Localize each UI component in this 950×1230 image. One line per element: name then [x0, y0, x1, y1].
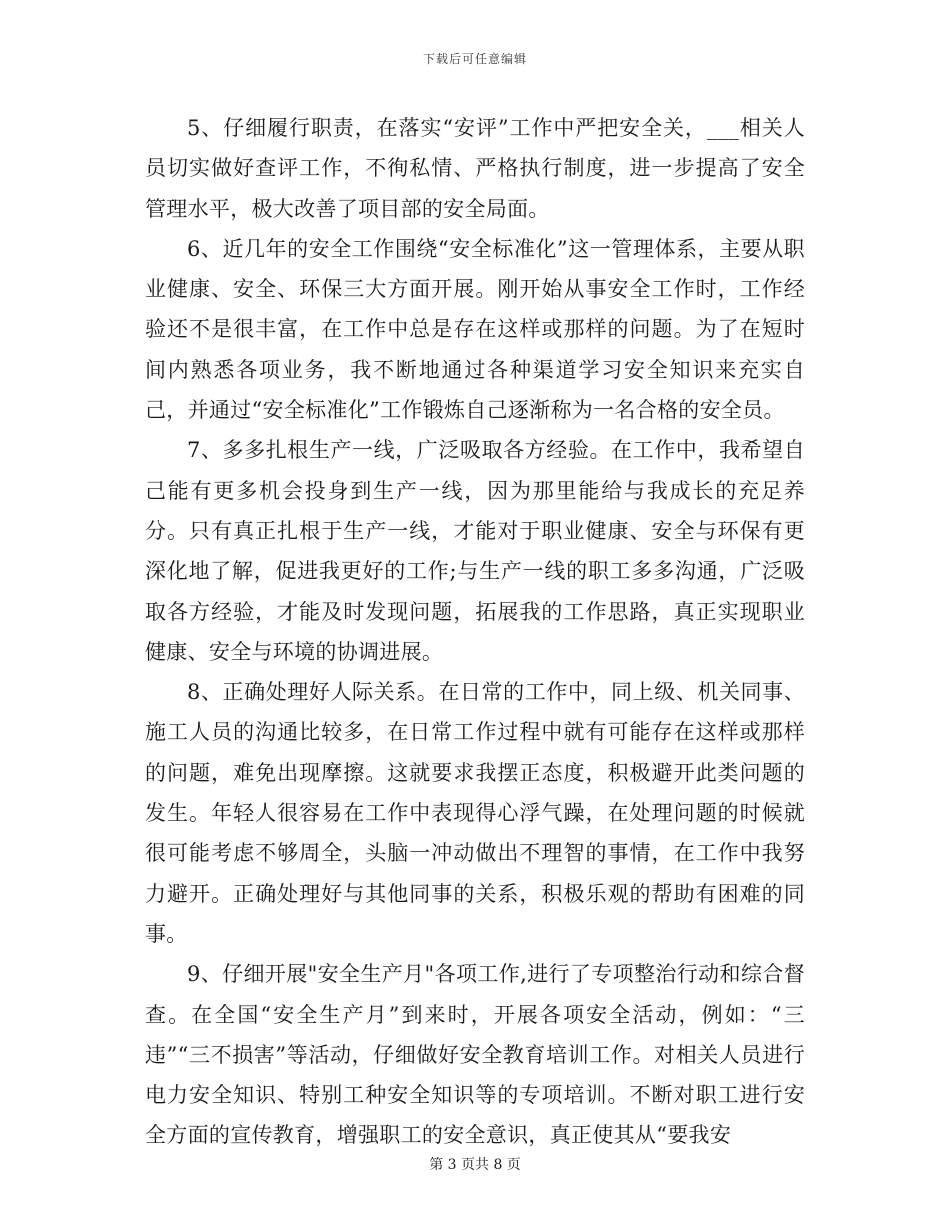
page-header: 下载后可任意编辑 [422, 52, 527, 66]
document-body [145, 108, 805, 1156]
paragraph-item-7: 7、多多扎根生产一线，广泛吸取各方经验。在工作中，我希望自己能有更多机会投身到生产一线，因为那里能给与我成长的充足养分。只有真正扎根于生产一线，才能对于职业健康、安全与环保有更深化地了解，促进我更好的工作;与生产一线的职工多多沟通，广泛吸取各方经验，才能及时发现问题，拓展我的工作思路，真正实现职业健康、安全与环境的协调进展。 [145, 438, 805, 664]
paragraph-item-9: 9、仔细开展"安全生产月"各项工作,进行了专项整治行动和综合督查。在全国“安全生产月”到来时，开展各项安全活动，例如：“三违”“三不损害”等活动，仔细做好安全教育培训工作。对相关人员进行电力安全知识、特别工种安全知识等的专项培训。不断对职工进行安全方面的宣传教育，增强职工的安全意识，真正使其从“要我安 [145, 962, 805, 1148]
page-number-footer: 第 3 页共 8 页 [429, 1157, 521, 1173]
paragraph-item-6: 6、近几年的安全工作围绕“安全标准化”这一管理体系，主要从职业健康、安全、环保三大方面开展。刚开始从事安全工作时，工作经验还不是很丰富，在工作中总是存在这样或那样的问题。为了在短时间内熟悉各项业务，我不断地通过各种渠道学习安全知识来充实自己，并通过“安全标准化”工作锻炼自己逐渐称为一名合格的安全员。 [145, 236, 805, 423]
paragraph-item-8: 8、正确处理好人际关系。在日常的工作中，同上级、机关同事、施工人员的沟通比较多，在日常工作过程中就有可能存在这样或那样的问题，难免出现摩擦。这就要求我摆正态度，积极避开此类问题的发生。年轻人很容易在工作中表现得心浮气躁，在处理问题的时候就很可能考虑不够周全，头脑一冲动做出不理智的事情，在工作中我努力避开。正确处理好与其他同事的关系，积极乐观的帮助有困难的同事。 [145, 680, 805, 946]
paragraph-item-5: 5、仔细履行职责，在落实“安评”工作中严把安全关，___相关人员切实做好查评工作，不徇私情、严格执行制度，进一步提高了安全管理水平，极大改善了项目部的安全局面。 [145, 116, 805, 221]
